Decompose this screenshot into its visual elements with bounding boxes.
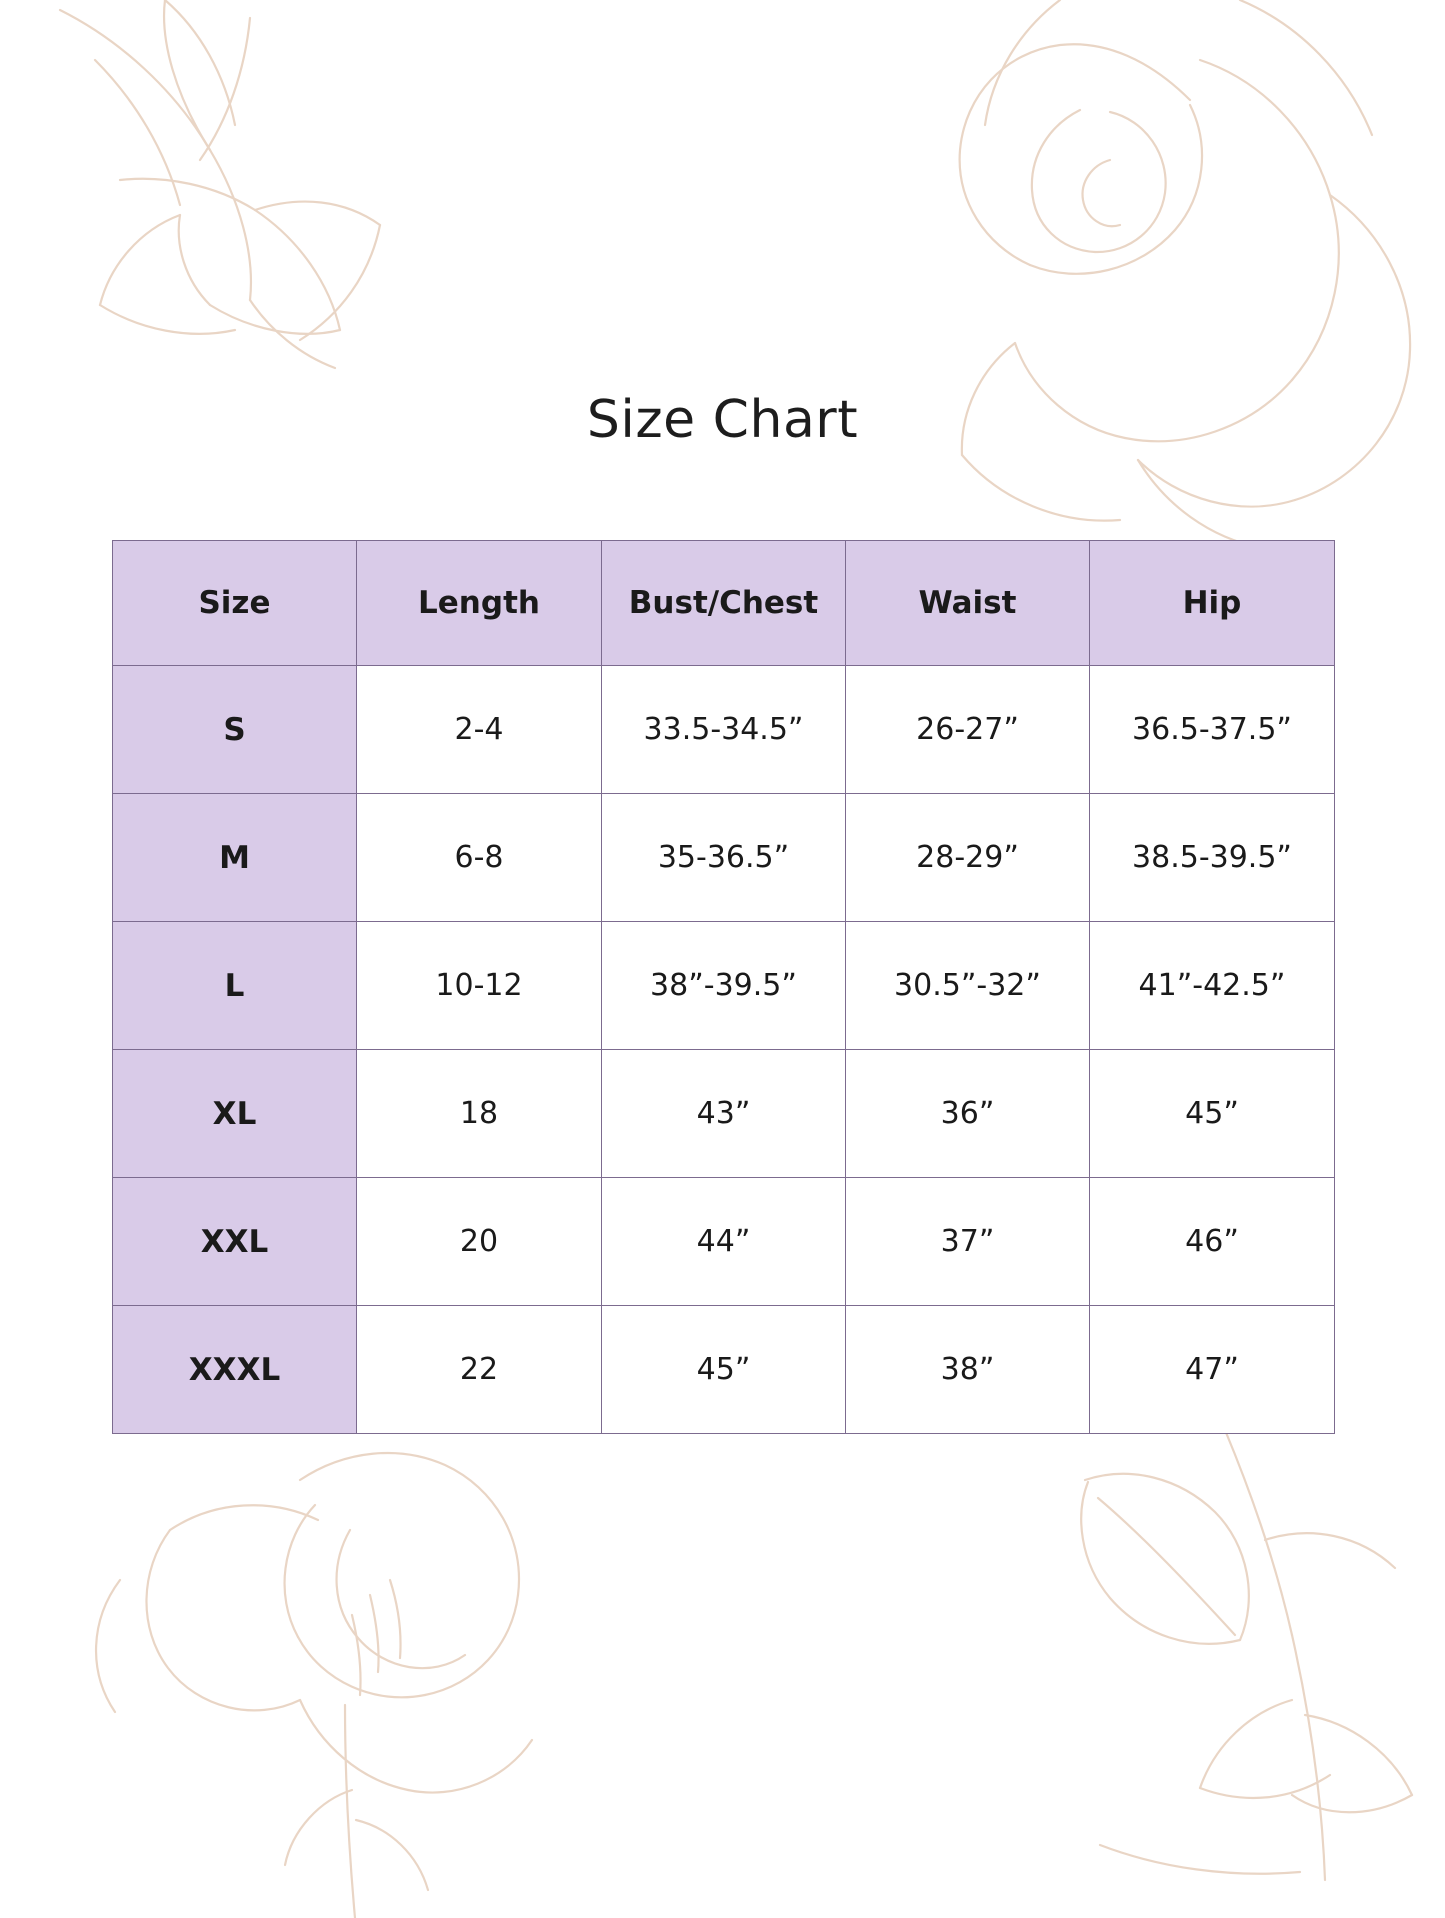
size-chart-table-container — [112, 540, 1334, 1434]
cell-size: S — [113, 666, 357, 794]
cell-waist: 28-29” — [846, 794, 1090, 922]
cell-hip: 46” — [1090, 1178, 1335, 1306]
cell-bust-chest: 45” — [602, 1306, 846, 1434]
cell-size: XXL — [113, 1178, 357, 1306]
column-header-bust-chest: Bust/Chest — [602, 541, 846, 666]
cell-bust-chest: 44” — [602, 1178, 846, 1306]
cell-hip: 41”-42.5” — [1090, 922, 1335, 1050]
table-row — [113, 794, 1335, 922]
cell-waist: 38” — [846, 1306, 1090, 1434]
cell-size: L — [113, 922, 357, 1050]
cell-hip: 47” — [1090, 1306, 1335, 1434]
cell-hip: 38.5-39.5” — [1090, 794, 1335, 922]
size-chart-table — [112, 540, 1335, 1434]
table-row — [113, 1050, 1335, 1178]
page-title: Size Chart — [586, 390, 859, 450]
cell-length: 20 — [357, 1178, 602, 1306]
cell-hip: 36.5-37.5” — [1090, 666, 1335, 794]
table-row — [113, 922, 1335, 1050]
cell-length: 22 — [357, 1306, 602, 1434]
cell-waist: 26-27” — [846, 666, 1090, 794]
column-header-hip: Hip — [1090, 541, 1335, 666]
table-header-row — [113, 541, 1335, 666]
cell-size: XL — [113, 1050, 357, 1178]
cell-waist: 36” — [846, 1050, 1090, 1178]
cell-waist: 37” — [846, 1178, 1090, 1306]
cell-size: M — [113, 794, 357, 922]
cell-size: XXXL — [113, 1306, 357, 1434]
cell-length: 18 — [357, 1050, 602, 1178]
cell-length: 2-4 — [357, 666, 602, 794]
cell-bust-chest: 43” — [602, 1050, 846, 1178]
cell-length: 10-12 — [357, 922, 602, 1050]
cell-bust-chest: 35-36.5” — [602, 794, 846, 922]
table-row — [113, 666, 1335, 794]
column-header-waist: Waist — [846, 541, 1090, 666]
cell-waist: 30.5”-32” — [846, 922, 1090, 1050]
cell-hip: 45” — [1090, 1050, 1335, 1178]
table-row — [113, 1306, 1335, 1434]
table-row — [113, 1178, 1335, 1306]
column-header-size: Size — [113, 541, 357, 666]
cell-bust-chest: 33.5-34.5” — [602, 666, 846, 794]
cell-bust-chest: 38”-39.5” — [602, 922, 846, 1050]
column-header-length: Length — [357, 541, 602, 666]
cell-length: 6-8 — [357, 794, 602, 922]
